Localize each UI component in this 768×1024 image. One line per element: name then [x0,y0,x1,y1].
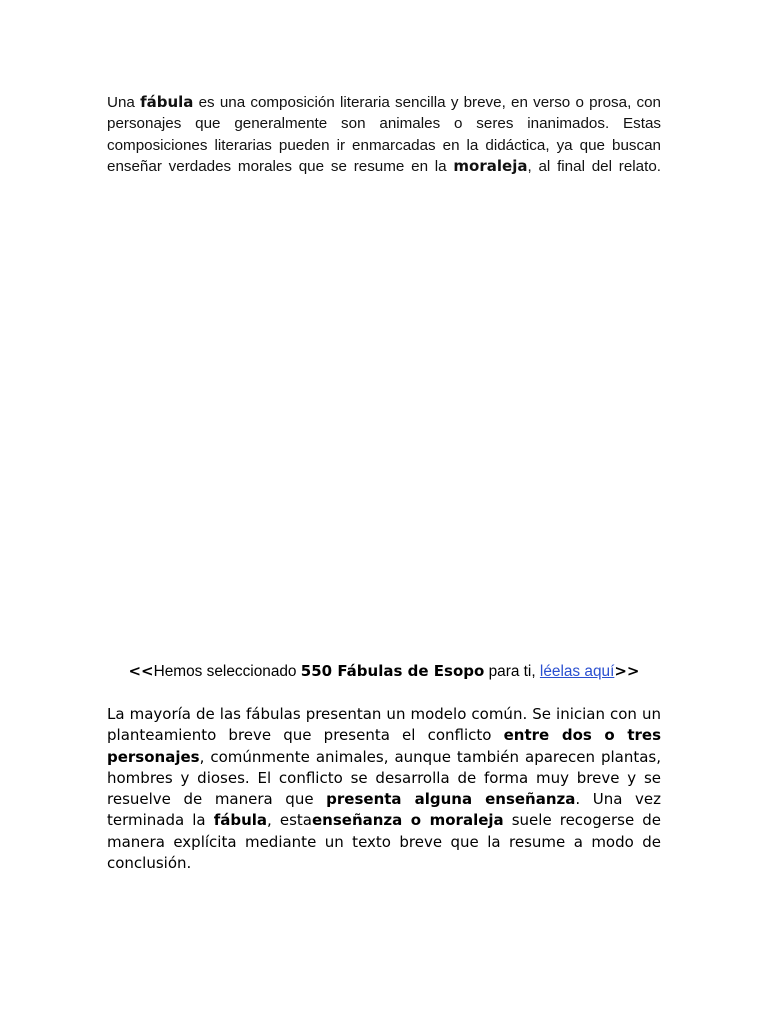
body-text-5: suele recogerse de manera explícita mediante un texto breve que la resume a modo de conclusión. [107,811,661,873]
read-here-link[interactable]: léelas aquí [539,663,615,680]
banner-close-brackets: >> [614,662,640,680]
intro-text-3: , al final del relato. [527,157,661,175]
intro-text-1: Una [107,94,141,111]
banner-text-2: para ti, [484,663,540,680]
body-text-3: . Una vez terminada la [107,790,661,830]
term-fabula: fábula [140,93,194,111]
body-text-1: La mayoría de las fábulas presentan un modelo común. Se inician con un planteamiento breve que presenta el conflicto [107,705,661,745]
bold-characters: entre dos o tres personajes [107,726,661,766]
banner-text-1: Hemos seleccionado [153,663,301,680]
term-moraleja: moraleja [453,156,528,175]
body-text-4: , esta [267,811,312,830]
banner-collection-title: 550 Fábulas de Esopo [300,662,485,680]
bold-teaching: presenta alguna enseñanza [326,790,576,809]
intro-text-2: es una composición literaria sencilla y breve, en verso o prosa, con personajes que generalmente son animales o seres inanimados. Estas composiciones literarias pueden ir enmarcadas en la didáctica, ya que buscan enseñar verdades morales que se resume en la [107,94,661,175]
bold-moral: enseñanza o moraleja [311,811,504,830]
bold-fabula: fábula [213,811,268,830]
intro-paragraph [107,92,661,177]
body-paragraph [107,704,661,874]
body-text-2: , comúnmente animales, aunque también aparecen plantas, hombres y dioses. El conflicto se desarrolla de forma muy breve y se resuelve de manera que [107,747,661,809]
banner-open-brackets: << [128,662,154,680]
promo-banner [107,661,661,683]
